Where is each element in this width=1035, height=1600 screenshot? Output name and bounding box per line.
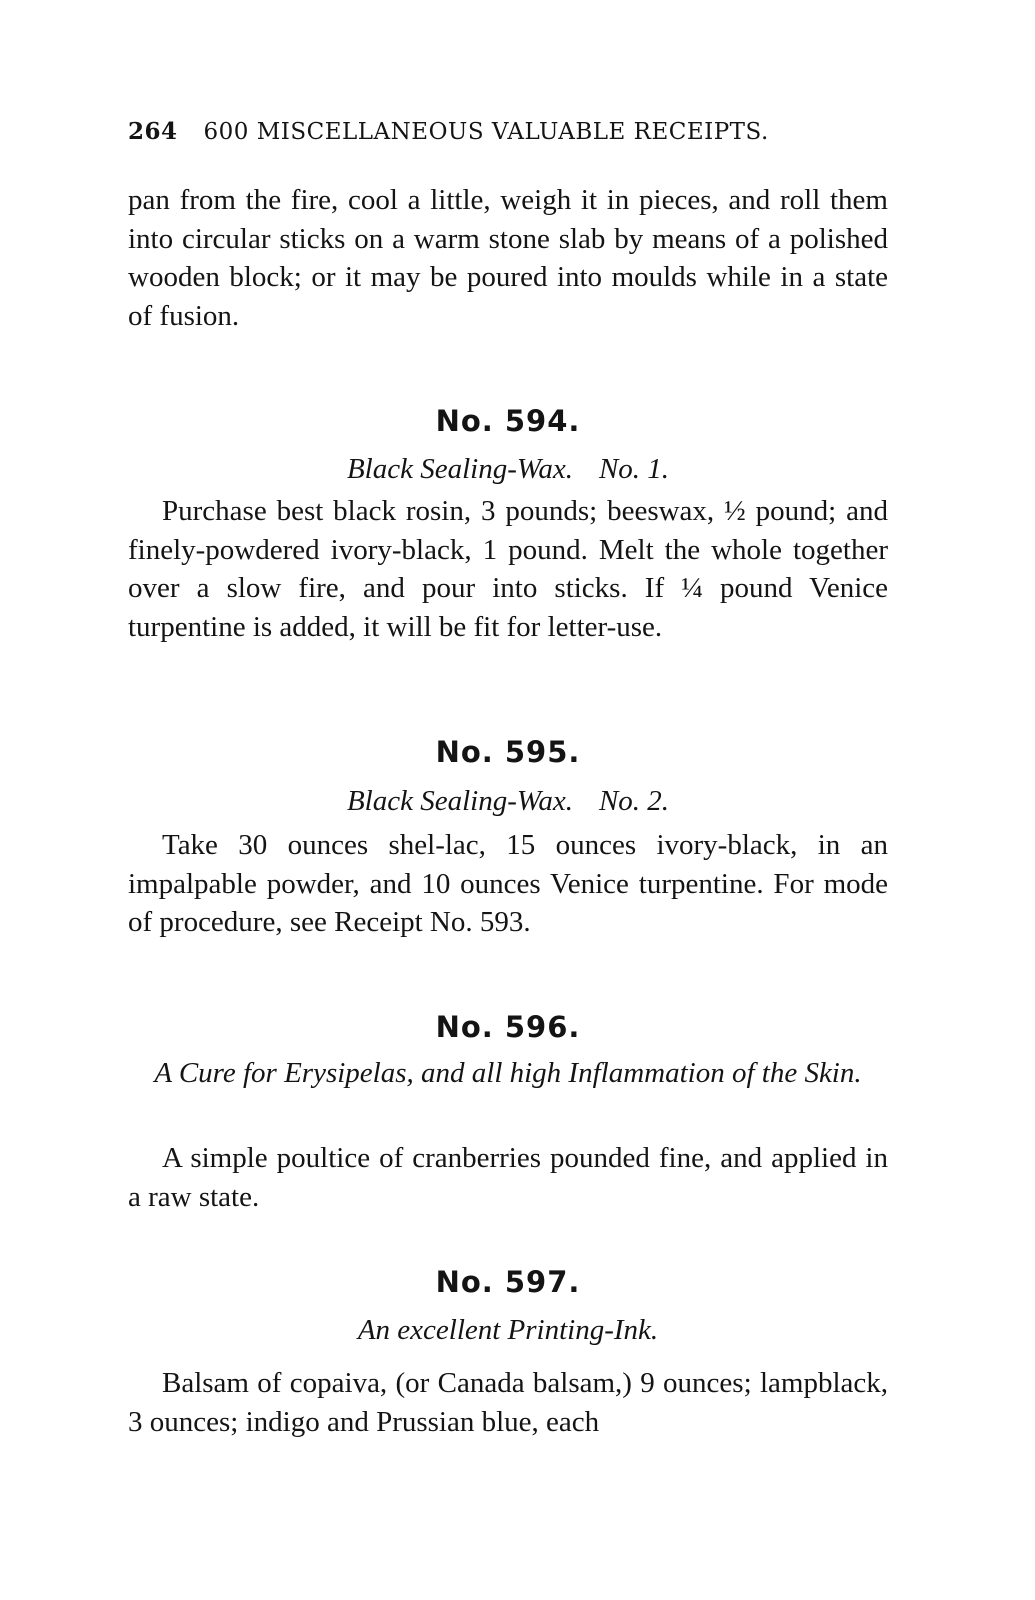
running-head xyxy=(128,118,888,152)
receipt-594-number: No. 594. xyxy=(435,404,581,438)
receipt-597-body: Balsam of copaiva, (or Canada balsam,) 9 ounces; lampblack, 3 ounces; indigo and Prussian blue, each xyxy=(128,1367,888,1438)
page-number: 264 xyxy=(128,118,178,145)
receipt-594-title-suffix: No. 1. xyxy=(598,453,670,485)
receipt-594-body: Purchase best black rosin, 3 pounds; beeswax, ½ pound; and finely-powdered ivory-black, 1 pound. Melt the whole together over a slow fire, and pour into sticks. If ¼ pound Venice turpentine is added, it will be fit for letter-use. xyxy=(128,495,888,643)
receipt-595-title-suffix: No. 2. xyxy=(598,785,670,817)
intro-paragraph: pan from the fire, cool a little, weigh it in pieces, and roll them into circular sticks on a warm stone slab by means of a polished wooden block; or it may be poured into moulds while in a state of fusion. xyxy=(128,184,888,332)
receipt-596-title: A Cure for Erysipelas, and all high Inflammation of the Skin. xyxy=(154,1057,862,1089)
receipt-595-number: No. 595. xyxy=(435,735,581,769)
receipt-597-title: An excellent Printing-Ink. xyxy=(357,1314,659,1346)
receipt-595-body: Take 30 ounces shel-lac, 15 ounces ivory-black, in an impalpable powder, and 10 ounces Venice turpentine. For mode of procedure, see Receipt No. 593. xyxy=(128,829,888,938)
receipt-596-body: A simple poultice of cranberries pounded fine, and applied in a raw state. xyxy=(128,1142,888,1213)
receipt-596-number: No. 596. xyxy=(435,1010,581,1044)
running-title: 600 MISCELLANEOUS VALUABLE RECEIPTS. xyxy=(203,119,769,145)
receipt-594-title-text: Black Sealing-Wax. xyxy=(346,453,573,485)
receipt-595-title-text: Black Sealing-Wax. xyxy=(346,785,573,817)
receipt-595-title xyxy=(128,782,888,820)
receipt-594-title xyxy=(128,450,888,488)
receipt-597-number: No. 597. xyxy=(435,1265,581,1299)
